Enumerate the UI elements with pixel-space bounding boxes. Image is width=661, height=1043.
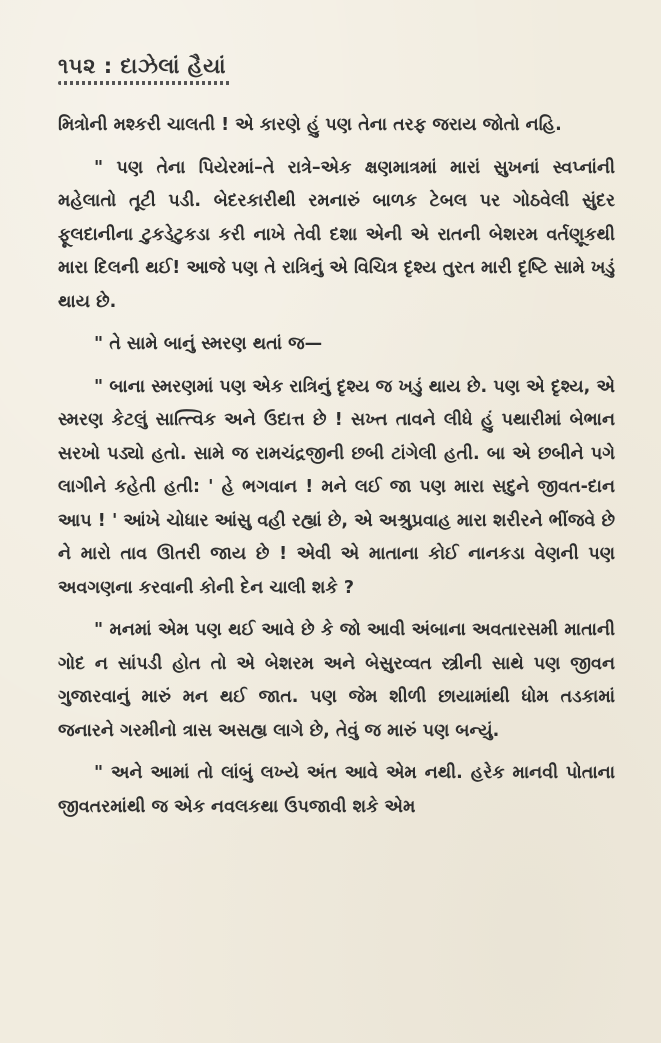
paragraph-4: " બાના સ્મરણમાં પણ એક રાત્રિનું દૃશ્ય જ ખડું થાય છે. પણ એ દૃશ્ય, એ સ્મરણ કેટલું સાત્ત્વિક અને ઉદાત્ત છે ! સખ્ત તાવને લીધે હું પથારીમાં બેભાન સરખો પડ્યો હતો. સામે જ રામચંદ્રજીની છબી ટાંગેલી હતી. બા એ છબીને પગે લાગીને કહેતી હતી: ' હે ભગવાન ! મને લઈ જા પણ મારા સદુને જીવત-દાન આપ ! ' આંખે ચોધાર આંસુ વહી રહ્યાં છે, એ અશ્રુપ્રવાહ મારા શરીરને ભીંજવે છે ને મારો તાવ ઊતરી જાય છે ! એવી એ માતાના કોઈ નાનકડા વેણની પણ અવગણના કરવાની કોની દેન ચાલી શકે ? — [58, 376, 615, 598]
paragraph-3: " તે સામે બાનું સ્મરણ થતાં જ— — [94, 334, 323, 354]
paragraph-5: " મનમાં એમ પણ થઈ આવે છે કે જો આવી અંબાના અવતારસમી માતાની ગોદ ન સાંપડી હોત તો એ બેશરમ અને બેસુરવ્વત સ્ત્રીની સાથે પણ જીવન ગુજારવાનું મારું મન થઈ જાત. પણ જેમ શીળી છાયામાંથી ધોમ તડકામાં જનારને ગરમીનો ત્રાસ અસહ્ય લાગે છે, તેવું જ મારું પણ બન્યું. — [58, 620, 615, 741]
paragraph-1: મિત્રોની મશ્કરી ચાલતી ! એ કારણે હું પણ તેના તરફ જરાય જોતો નહિ. — [58, 115, 562, 135]
header-decorative-rule — [58, 81, 232, 85]
paragraph-2: " પણ તેના પિયેરમાં–તે રાત્રે–એક ક્ષણમાત્રમાં મારાં સુખનાં સ્વપ્નાંની મહેલાતો તૂટી પડી. બેદરકારીથી રમનારું બાળક ટેબલ પર ગોઠવેલી સુંદર ફૂલદાનીના ટુકડેટુકડા કરી નાખે તેવી દશા એની એ રાતની બેશરમ વર્તણૂકથી મારા દિલની થઈ! આજે પણ તે રાત્રિનું એ વિચિત્ર દૃશ્ય તુરત મારી દૃષ્ટિ સામે ખડું થાય છે. — [58, 157, 615, 312]
paragraph-6: " અને આમાં તો લાંબું લખ્યે અંત આવે એમ નથી. હરેક માનવી પોતાના જીવતરમાંથી જ એક નવલકથા ઉપજાવી શકે એમ — [58, 763, 615, 817]
page-number-and-chapter-title: ૧૫૨ : દાઝેલાં હૈયાં — [58, 54, 226, 78]
running-header — [58, 54, 226, 85]
